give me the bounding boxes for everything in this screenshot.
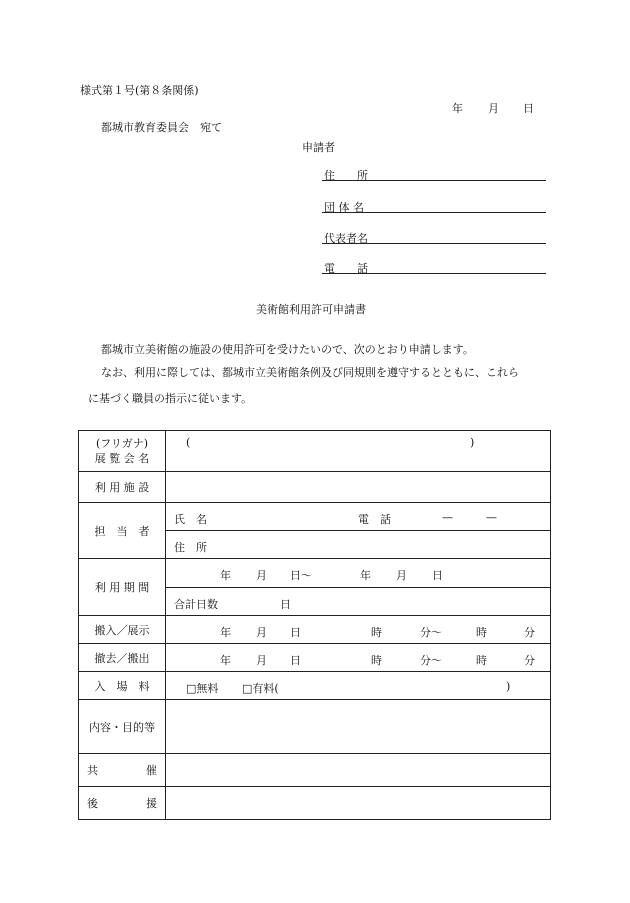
row-sponsor xyxy=(79,754,551,787)
contact-phone-dash-2: — xyxy=(486,511,497,524)
setup-day: 日 xyxy=(290,626,301,639)
contact-address-label: 住 所 xyxy=(174,541,207,554)
support-label-b: 援 xyxy=(146,797,157,810)
row-contact-name xyxy=(79,503,551,531)
furigana-label: (フリガナ) xyxy=(95,437,149,450)
removal-hour-2: 時 xyxy=(476,654,487,667)
contact-phone-label: 電 話 xyxy=(358,513,391,526)
removal-field[interactable] xyxy=(166,644,551,672)
period-month-1: 月 xyxy=(256,569,267,582)
admission-free-checkbox[interactable]: □無料 xyxy=(186,682,219,695)
contact-address-field[interactable] xyxy=(166,531,551,559)
support-label-a: 後 xyxy=(87,797,98,810)
period-day-2: 日 xyxy=(432,569,443,582)
admission-paid-checkbox[interactable]: □有料( xyxy=(242,682,279,695)
period-total-field[interactable] xyxy=(166,588,551,616)
period-month-2: 月 xyxy=(396,569,407,582)
body-paragraph-2-line-2: に基づく職員の指示に従います。 xyxy=(88,392,253,405)
exhibition-label-cell xyxy=(79,431,166,472)
setup-hour-2: 時 xyxy=(476,626,487,639)
content-field[interactable] xyxy=(166,700,551,754)
application-table xyxy=(78,430,551,820)
exhibition-name-label: 展 覧 会 名 xyxy=(94,452,150,465)
body-paragraph-2-line-1: なお、利用に際しては、都城市立美術館条例及び同規則を遵守するとともに、これら xyxy=(101,366,519,379)
setup-label: 搬入／展示 xyxy=(79,616,166,644)
row-support xyxy=(79,787,551,820)
removal-minute-from: 分〜 xyxy=(420,654,442,667)
sponsor-label-cell xyxy=(79,754,166,787)
exhibition-open-paren: ( xyxy=(186,436,191,449)
row-facility xyxy=(79,472,551,503)
removal-minute-2: 分 xyxy=(524,654,535,667)
applicant-heading: 申請者 xyxy=(302,141,335,154)
exhibition-name-field[interactable] xyxy=(166,431,551,472)
row-period xyxy=(79,559,551,588)
setup-minute-2: 分 xyxy=(524,626,535,639)
form-number: 様式第１号(第８条関係) xyxy=(80,84,199,97)
period-total-unit: 日 xyxy=(280,598,291,611)
row-setup xyxy=(79,616,551,644)
admission-field xyxy=(166,672,551,700)
facility-label: 利 用 施 設 xyxy=(79,472,166,503)
date-day-label: 日 xyxy=(523,102,534,115)
setup-minute-from: 分〜 xyxy=(420,626,442,639)
applicant-group-field[interactable] xyxy=(322,212,546,213)
setup-month: 月 xyxy=(256,626,267,639)
removal-day: 日 xyxy=(290,654,301,667)
sponsor-field[interactable] xyxy=(166,754,551,787)
setup-field[interactable] xyxy=(166,616,551,644)
period-year-1: 年 xyxy=(220,569,231,582)
period-dates-field[interactable] xyxy=(166,559,551,588)
applicant-address-field[interactable] xyxy=(322,180,546,181)
applicant-phone-field[interactable] xyxy=(322,273,546,274)
addressee: 都城市教育委員会 宛て xyxy=(101,121,222,134)
admission-label: 入 場 料 xyxy=(79,672,166,700)
applicant-phone-label: 電 話 xyxy=(324,262,368,275)
applicant-group-label: 団 体 名 xyxy=(324,201,364,214)
contact-label: 担 当 者 xyxy=(79,503,166,559)
exhibition-close-paren: ) xyxy=(470,436,475,449)
date-month-label: 月 xyxy=(488,102,499,115)
period-total-label: 合計日数 xyxy=(174,598,218,611)
sponsor-label-b: 催 xyxy=(146,764,157,777)
removal-year: 年 xyxy=(220,654,231,667)
document-title: 美術館利用許可申請書 xyxy=(256,303,366,316)
body-paragraph-1: 都城市立美術館の施設の使用許可を受けたいので、次のとおり申請します。 xyxy=(101,343,474,356)
facility-field[interactable] xyxy=(166,472,551,503)
row-removal xyxy=(79,644,551,672)
support-label-cell xyxy=(79,787,166,820)
applicant-address-label: 住 所 xyxy=(324,169,368,182)
period-label: 利 用 期 間 xyxy=(79,559,166,616)
sponsor-label-a: 共 xyxy=(87,764,98,777)
setup-year: 年 xyxy=(220,626,231,639)
contact-phone-dash-1: — xyxy=(442,511,453,524)
contact-name-field[interactable] xyxy=(166,503,551,531)
support-field[interactable] xyxy=(166,787,551,820)
applicant-representative-label: 代表者名 xyxy=(324,232,368,245)
date-year-label: 年 xyxy=(452,102,463,115)
removal-month: 月 xyxy=(256,654,267,667)
contact-name-label: 氏 名 xyxy=(174,513,207,526)
removal-hour-1: 時 xyxy=(371,654,382,667)
content-label: 内容・目的等 xyxy=(79,700,166,754)
row-content xyxy=(79,700,551,754)
period-year-2: 年 xyxy=(360,569,371,582)
row-exhibition-name xyxy=(79,431,551,472)
period-day-from: 日〜 xyxy=(290,569,312,582)
row-admission xyxy=(79,672,551,700)
setup-hour-1: 時 xyxy=(371,626,382,639)
removal-label: 撤去／搬出 xyxy=(79,644,166,672)
applicant-representative-field[interactable] xyxy=(322,243,546,244)
admission-close-paren: ) xyxy=(506,680,511,693)
